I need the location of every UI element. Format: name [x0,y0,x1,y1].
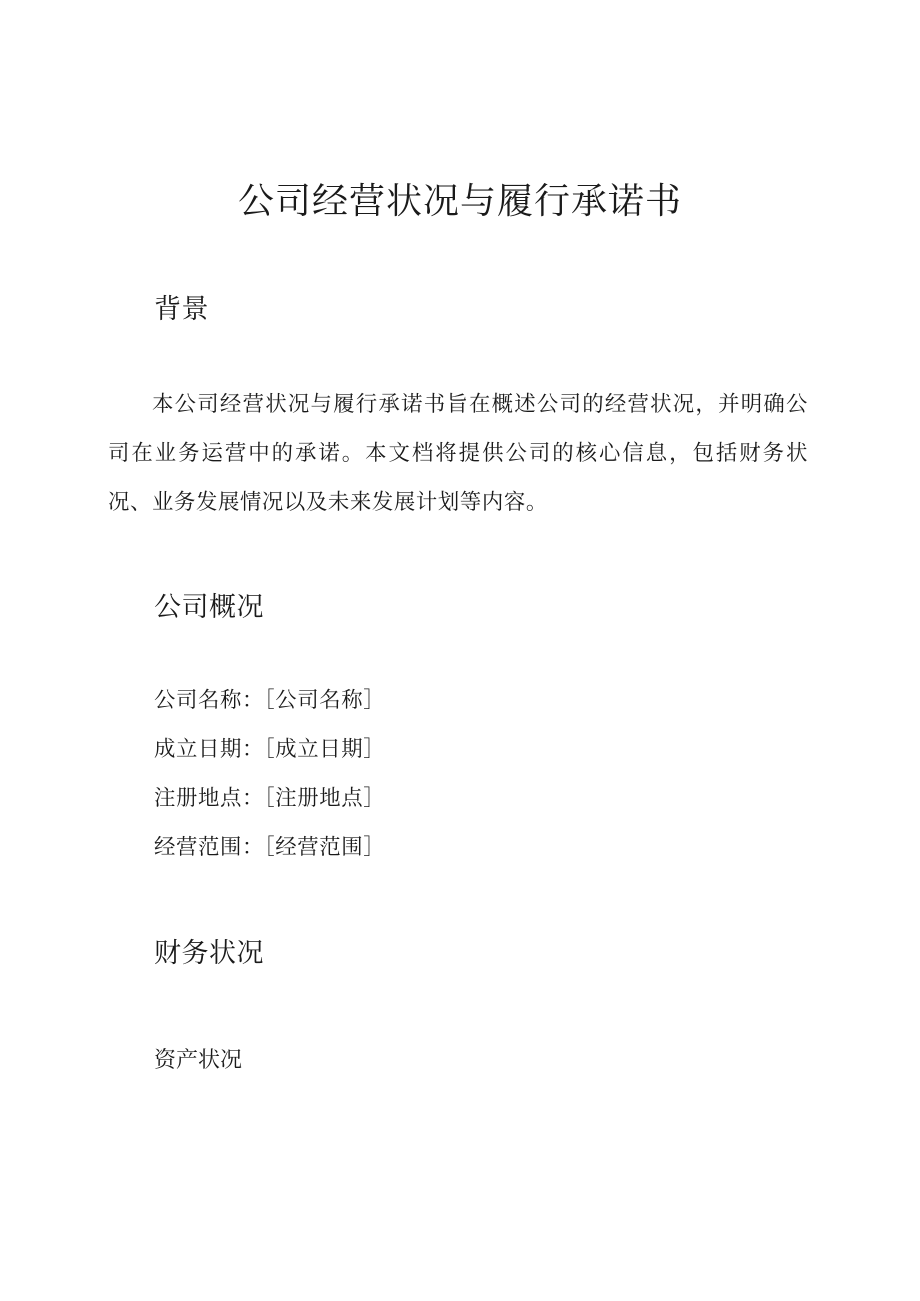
info-row-business-scope [154,823,385,872]
info-label: 注册地点： [154,786,264,811]
info-value: ［成立日期］ [263,737,386,762]
info-value: ［经营范围］ [263,835,386,860]
section-heading-background: 背景 [154,294,209,325]
background-paragraph: 本公司经营状况与履行承诺书旨在概述公司的经营状况，并明确公司在业务运营中的承诺。本文档将提供公司的核心信息，包括财务状况、业务发展情况以及未来发展计划等内容。 [108,392,808,515]
info-label: 经营范围： [154,835,264,860]
subsection-heading-assets: 资产状况 [154,1048,243,1073]
info-value: ［公司名称］ [263,688,386,713]
company-info-list [154,676,385,872]
section-heading-finance: 财务状况 [154,938,264,969]
info-row-company-name [154,676,385,725]
document-title: 公司经营状况与履行承诺书 [237,181,682,222]
info-row-founding-date [154,725,385,774]
info-label: 成立日期： [154,737,264,762]
info-label: 公司名称： [154,688,264,713]
section-heading-overview: 公司概况 [154,592,264,623]
info-value: ［注册地点］ [263,786,386,811]
info-row-registered-location [154,774,385,823]
